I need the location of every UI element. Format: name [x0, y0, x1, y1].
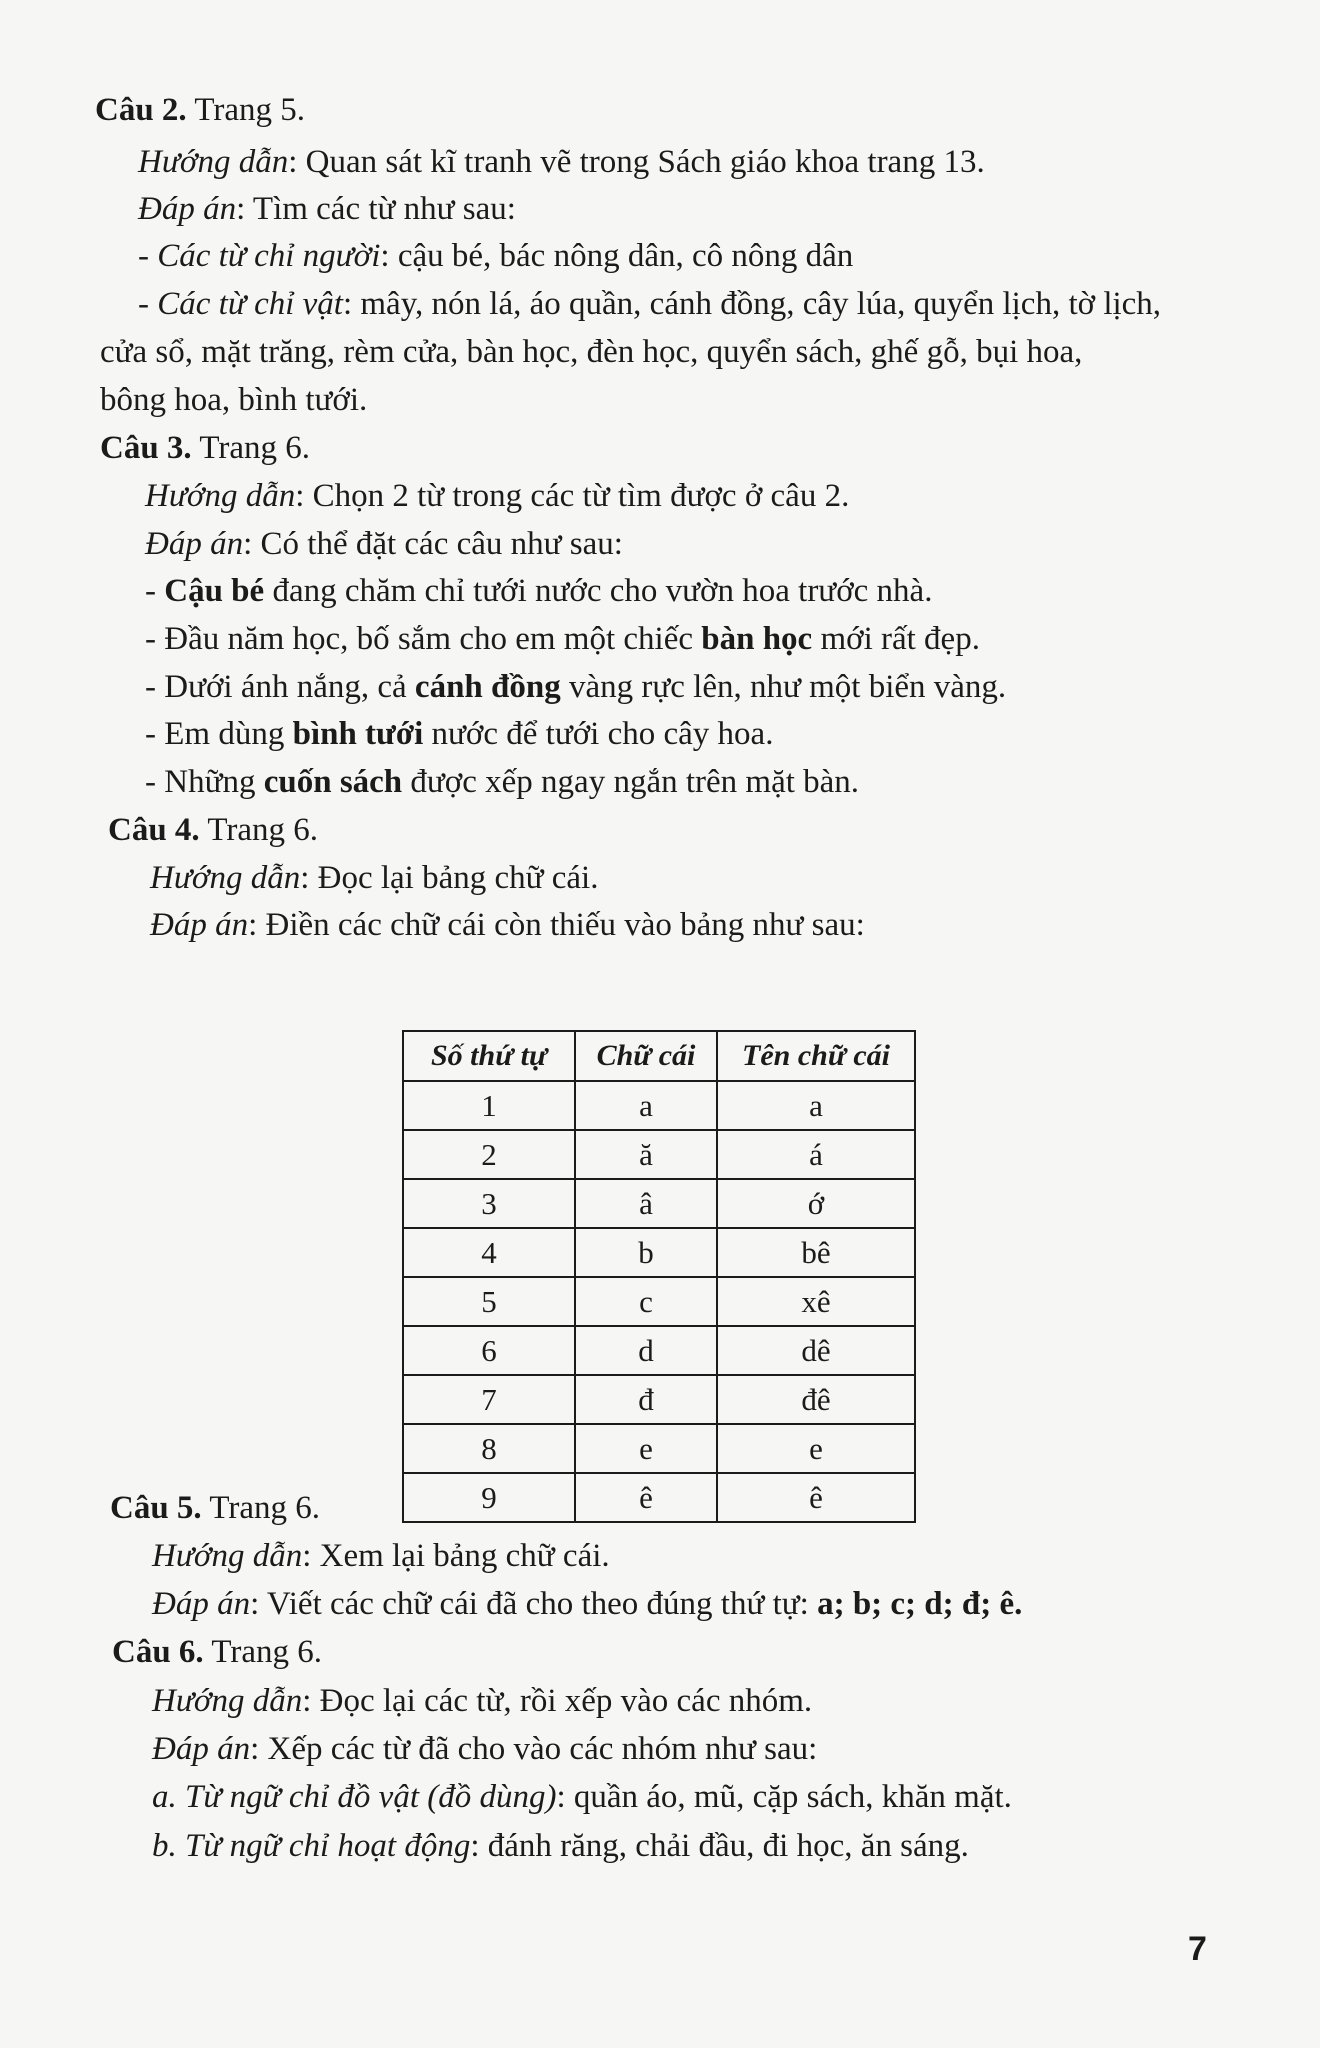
text-line	[138, 281, 1161, 327]
table-row	[403, 1277, 915, 1326]
table-cell: bê	[717, 1228, 915, 1277]
text-line	[112, 1629, 322, 1675]
text-line	[145, 759, 859, 805]
header-so-thu-tu: Số thứ tự	[403, 1031, 575, 1081]
text-span: : Điền các chữ cái còn thiếu vào bảng như sau:	[248, 907, 865, 943]
text-span: -	[145, 573, 165, 609]
table-cell: b	[575, 1228, 717, 1277]
text-span: mới rất đẹp.	[812, 621, 980, 657]
text-span: - Đầu năm học, bố sắm cho em một chiếc	[145, 621, 702, 657]
table-cell: 9	[403, 1473, 575, 1522]
table-cell: e	[717, 1424, 915, 1473]
question-number: Câu 3.	[100, 430, 192, 466]
text-span: : Xếp các từ đã cho vào các nhóm như sau:	[250, 1731, 818, 1767]
table-row	[403, 1473, 915, 1522]
table-row	[403, 1375, 915, 1424]
table-cell: 2	[403, 1130, 575, 1179]
text-span: : đánh răng, chải đầu, đi học, ăn sáng.	[470, 1828, 969, 1864]
text-span: : Chọn 2 từ trong các từ tìm được ở câu 2.	[295, 478, 850, 514]
bold-word: a; b; c; d; đ; ê.	[817, 1586, 1023, 1622]
table-row	[403, 1179, 915, 1228]
italic-label: Đáp án	[150, 907, 249, 943]
italic-label: Hướng dẫn	[138, 144, 289, 180]
text-span: : Quan sát kĩ tranh vẽ trong Sách giáo khoa trang 13.	[288, 144, 985, 180]
bold-word: cuốn sách	[263, 764, 403, 800]
table-header-row	[403, 1031, 915, 1081]
text-span: đang chăm chỉ tưới nước cho vườn hoa trước nhà.	[264, 573, 933, 609]
table-cell: 8	[403, 1424, 575, 1473]
text-line	[100, 425, 310, 471]
text-span: -	[138, 286, 158, 322]
table-cell: d	[575, 1326, 717, 1375]
text-line	[145, 473, 849, 519]
text-span: : cậu bé, bác nông dân, cô nông dân	[380, 238, 854, 274]
header-chu-cai: Chữ cái	[575, 1031, 717, 1081]
italic-label: Đáp án	[138, 191, 237, 227]
question-number: Câu 4.	[108, 812, 200, 848]
italic-label: Hướng dẫn	[150, 860, 301, 896]
text-span: -	[138, 238, 158, 274]
text-line	[108, 807, 318, 853]
table-row	[403, 1228, 915, 1277]
text-span: : Đọc lại các từ, rồi xếp vào các nhóm.	[302, 1683, 813, 1719]
table-cell: ớ	[717, 1179, 915, 1228]
table-row	[403, 1326, 915, 1375]
text-line	[145, 521, 623, 567]
bold-word: cánh đồng	[414, 669, 561, 705]
text-line	[138, 233, 853, 279]
italic-label: Đáp án	[145, 526, 244, 562]
table-cell: a	[717, 1081, 915, 1130]
table-row	[403, 1424, 915, 1473]
table-cell: â	[575, 1179, 717, 1228]
text-span: : Đọc lại bảng chữ cái.	[300, 860, 599, 896]
bold-word: Cậu bé	[164, 573, 265, 609]
page-number: 7	[1188, 1930, 1207, 1968]
text-span: vàng rực lên, như một biển vàng.	[560, 669, 1007, 705]
text-line	[145, 664, 1006, 710]
text-line	[152, 1823, 969, 1869]
table-cell: á	[717, 1130, 915, 1179]
text-line	[150, 855, 598, 901]
table-cell: 7	[403, 1375, 575, 1424]
text-span: : Có thể đặt các câu như sau:	[243, 526, 623, 562]
table-cell: ê	[575, 1473, 717, 1522]
italic-label: Hướng dẫn	[145, 478, 296, 514]
text-span: : mây, nón lá, áo quần, cánh đồng, cây lúa, quyển lịch, tờ lịch,	[342, 286, 1162, 322]
table-cell: 4	[403, 1228, 575, 1277]
text-line	[110, 1485, 320, 1531]
table-cell: e	[575, 1424, 717, 1473]
header-ten-chu-cai: Tên chữ cái	[717, 1031, 915, 1081]
table-cell: 3	[403, 1179, 575, 1228]
text-span: bông hoa, bình tưới.	[100, 382, 368, 418]
table-row	[403, 1130, 915, 1179]
text-line	[152, 1678, 812, 1724]
table-cell: 6	[403, 1326, 575, 1375]
italic-label: Các từ chỉ người	[157, 238, 381, 274]
italic-label: a. Từ ngữ chỉ đồ vật (đồ dùng)	[152, 1779, 557, 1815]
question-number: Câu 6.	[112, 1634, 204, 1670]
question-number: Câu 2.	[95, 92, 187, 128]
bold-word: bàn học	[701, 621, 813, 657]
text-line	[145, 616, 980, 662]
table-cell: c	[575, 1277, 717, 1326]
text-span: Trang 6.	[203, 1634, 322, 1670]
text-span: : Viết các chữ cái đã cho theo đúng thứ tự:	[250, 1586, 818, 1622]
bold-word: bình tưới	[292, 716, 424, 752]
table-cell: dê	[717, 1326, 915, 1375]
text-line	[150, 902, 865, 948]
text-span: nước để tưới cho cây hoa.	[423, 716, 774, 752]
italic-label: Hướng dẫn	[152, 1538, 303, 1574]
text-span: - Những	[145, 764, 264, 800]
table-cell: 1	[403, 1081, 575, 1130]
italic-label: Đáp án	[152, 1586, 251, 1622]
text-span: được xếp ngay ngắn trên mặt bàn.	[402, 764, 860, 800]
text-span: Trang 5.	[186, 92, 305, 128]
question-number: Câu 5.	[110, 1490, 202, 1526]
text-span: cửa sổ, mặt trăng, rèm cửa, bàn học, đèn học, quyển sách, ghế gỗ, bụi hoa,	[100, 334, 1083, 370]
italic-label: Hướng dẫn	[152, 1683, 303, 1719]
text-line	[95, 87, 305, 133]
text-span: - Dưới ánh nắng, cả	[145, 669, 415, 705]
text-span: Trang 6.	[201, 1490, 320, 1526]
text-line	[145, 711, 773, 757]
table-cell: xê	[717, 1277, 915, 1326]
alphabet-table	[402, 1030, 916, 1523]
text-line	[152, 1533, 610, 1579]
table-cell: ê	[717, 1473, 915, 1522]
text-span: : Tìm các từ như sau:	[236, 191, 516, 227]
text-line	[100, 329, 1082, 375]
table-row	[403, 1081, 915, 1130]
italic-label: b. Từ ngữ chỉ hoạt động	[152, 1828, 471, 1864]
text-span: - Em dùng	[145, 716, 293, 752]
table-cell: 5	[403, 1277, 575, 1326]
italic-label: Đáp án	[152, 1731, 251, 1767]
text-line	[152, 1581, 1022, 1627]
text-line	[152, 1726, 817, 1772]
table-cell: đ	[575, 1375, 717, 1424]
text-span: Trang 6.	[199, 812, 318, 848]
table-cell: a	[575, 1081, 717, 1130]
table-cell: đê	[717, 1375, 915, 1424]
text-span: Trang 6.	[191, 430, 310, 466]
table-cell: ă	[575, 1130, 717, 1179]
text-line	[152, 1774, 1012, 1820]
text-line	[100, 377, 367, 423]
text-line	[145, 568, 932, 614]
text-line	[138, 186, 516, 232]
text-line	[138, 139, 985, 185]
text-span: : quần áo, mũ, cặp sách, khăn mặt.	[556, 1779, 1012, 1815]
italic-label: Các từ chỉ vật	[157, 286, 343, 322]
text-span: : Xem lại bảng chữ cái.	[302, 1538, 610, 1574]
